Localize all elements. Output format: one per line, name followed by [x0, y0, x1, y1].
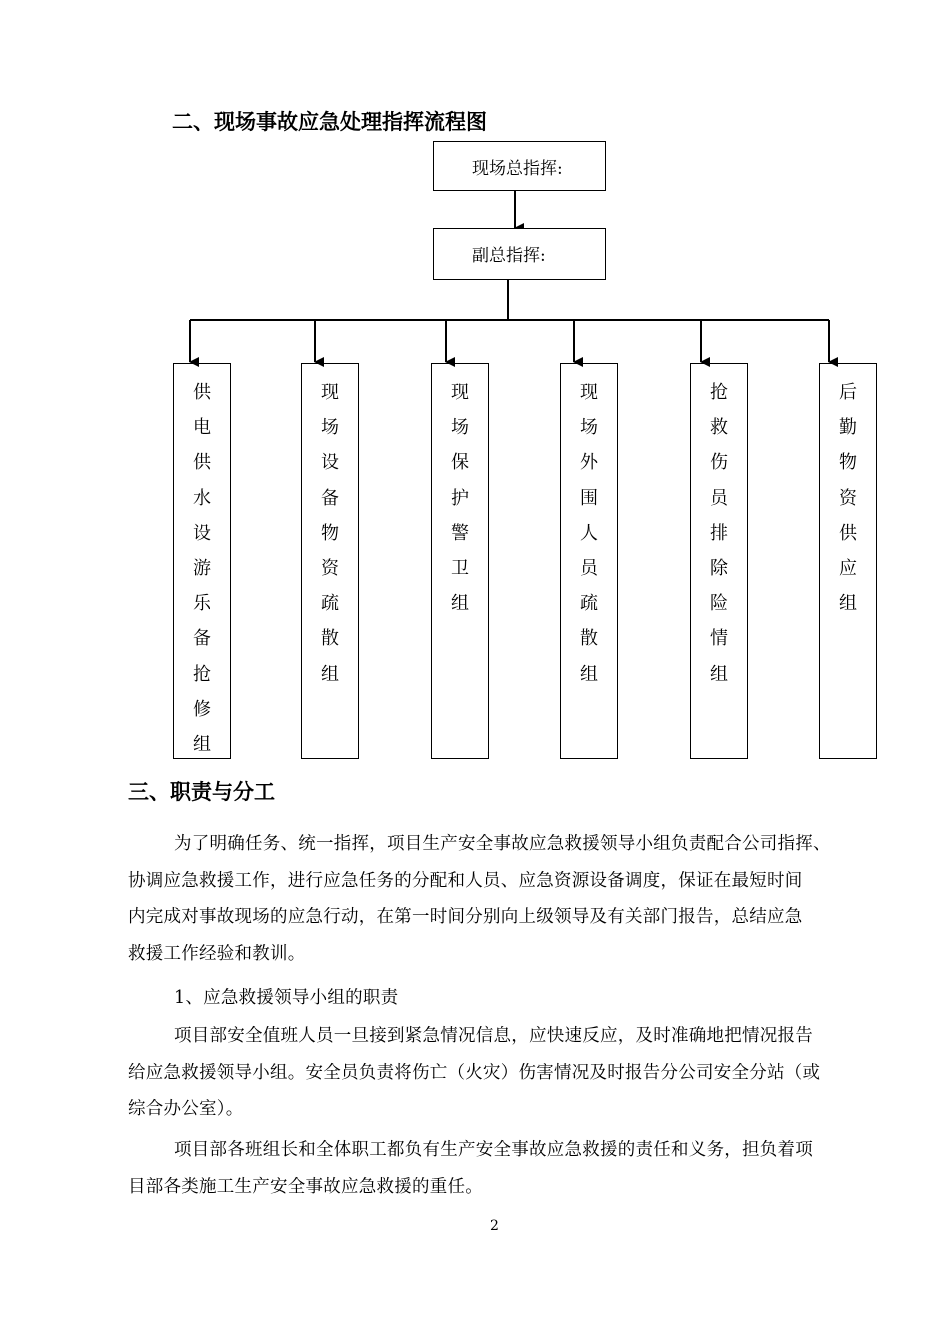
text-line: 1、应急救援领导小组的职责	[174, 988, 399, 1008]
paragraph-1	[128, 826, 863, 972]
group-equipment-evacuation: 现 场 设 备 物 资 疏 散 组	[301, 363, 359, 759]
text-line: 目部各类施工生产安全事故应急救援的重任。	[128, 1176, 483, 1197]
flowchart-connectors	[0, 0, 950, 400]
deputy-commander-box	[433, 228, 606, 280]
text-line: 综合办公室）。	[128, 1099, 244, 1119]
paragraph-3	[128, 1132, 863, 1205]
text-line: 为了明确任务、统一指挥，项目生产安全事故应急救援领导小组负责配合公司指挥、	[174, 834, 831, 854]
text-line: 项目部各班组长和全体职工都负有生产安全事故应急救援的责任和义务，担负着项	[174, 1140, 813, 1160]
group-perimeter-evacuation: 现 场 外 围 人 员 疏 散 组	[560, 363, 618, 759]
section-2-heading: 二、现场事故应急处理指挥流程图	[172, 110, 487, 134]
text-line: 救援工作经验和教训。	[128, 943, 306, 964]
section-3-heading: 三、职责与分工	[128, 780, 275, 804]
text-line: 协调应急救援工作，进行应急任务的分配和人员、应急资源设备调度，保证在最短时间	[128, 870, 803, 891]
page-number: 2	[490, 1218, 499, 1234]
paragraph-2	[128, 1018, 863, 1128]
deputy-commander-label: 副总指挥:	[472, 246, 546, 266]
text-line: 项目部安全值班人员一旦接到紧急情况信息，应快速反应，及时准确地把情况报告	[174, 1026, 813, 1046]
subheading-1	[128, 980, 863, 1017]
group-rescue-hazard: 抢 救 伤 员 排 除 险 情 组	[690, 363, 748, 759]
group-site-security: 现 场 保 护 警 卫 组	[431, 363, 489, 759]
group-power-water-repair: 供 电 供 水 设 游 乐 备 抢 修 组	[173, 363, 231, 759]
text-line: 内完成对事故现场的应急行动，在第一时间分别向上级领导及有关部门报告，总结应急	[128, 907, 803, 927]
commander-box	[433, 141, 606, 191]
commander-label: 现场总指挥:	[472, 159, 563, 179]
text-line: 给应急救援领导小组。安全员负责将伤亡（火灾）伤害情况及时报告分公司安全分站（或	[128, 1062, 821, 1083]
group-logistics-supply: 后 勤 物 资 供 应 组	[819, 363, 877, 759]
